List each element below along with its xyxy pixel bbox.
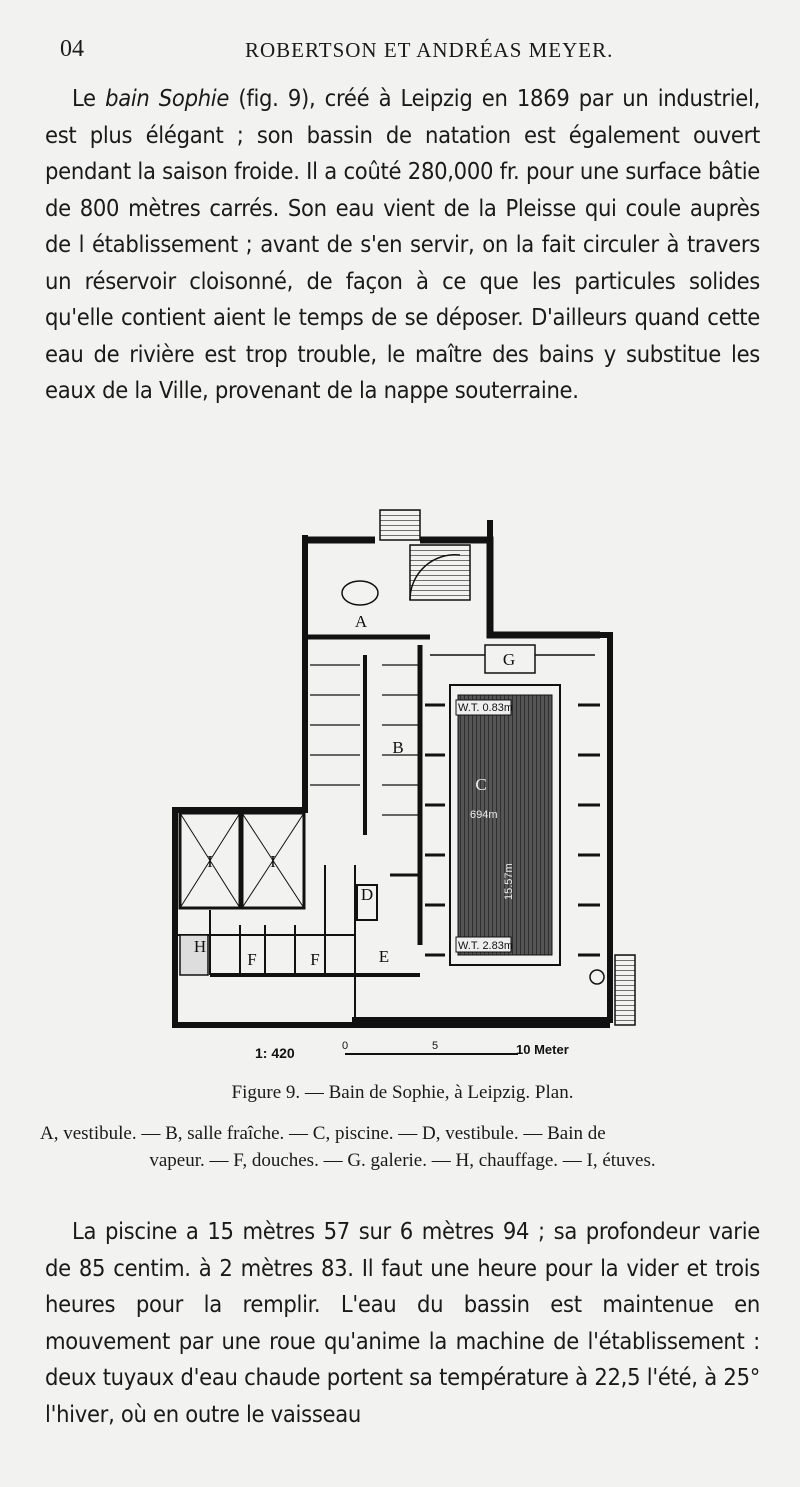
legend-line-1: A, vestibule. — B, salle fraîche. — C, piscine. — D, vestibule. — Bain de: [40, 1123, 606, 1144]
legend-line-2: vapeur. — F, douches. — G. galerie. — H, chauffage. — I, étuves.: [149, 1150, 656, 1171]
scale-ten: 10 Meter: [516, 1042, 569, 1057]
label-g: G: [502, 650, 516, 669]
scale-five: 5: [432, 1040, 439, 1052]
label-f1: F: [247, 950, 257, 969]
floor-plan: [160, 505, 650, 1070]
figure-caption: Figure 9. — Bain de Sophie, à Leipzig. Plan.: [231, 1082, 574, 1103]
depth-bottom: W.T. 2.83m: [458, 940, 514, 952]
label-i1: I: [207, 852, 213, 871]
width-mark: 694m: [470, 809, 498, 821]
paragraph-lead: Le: [72, 84, 106, 112]
bain-sophie-italic: bain Sophie: [105, 84, 230, 112]
page-header: [40, 34, 780, 68]
label-c: C: [475, 775, 487, 794]
scale-ratio: 1: 420: [255, 1045, 295, 1061]
paragraph-bain-sophie: [45, 80, 760, 409]
page-number: 04: [60, 36, 84, 62]
paragraph-piscine: La piscine a 15 mètres 57 sur 6 mètres 94 ; sa profondeur varie de 85 centim. à 2 mètres 83. Il faut une heure pour la vider et trois heures pour la remplir. L'eau du bassin est maintenue en mouvement par une roue qu'anime la machine de l'établissement : deux tuyaux d'eau chaude portent sa température à 22,5 l'été, à 25° l'hiver, où en outre le vaisseau: [45, 1217, 760, 1428]
running-head: ROBERTSON ET ANDRÉAS MEYER.: [245, 38, 614, 62]
paragraph-body: (fig. 9), créé à Leipzig en 1869 par un industriel, est plus élégant ; son bassin de natation est également ouvert pendant la saison froide. Il a coûté 280,000 fr. pour une surface bâtie de 800 mètres carrés. Son eau vient de la Pleisse qui coule auprès de l établissement ; avant de s'en servir, on la fait circuler à travers un réservoir cloisonné, de façon à ce que les particules solides qu'elle contient aient le temps de se déposer. D'ailleurs quand cette eau de rivière est trop trouble, le maître des bains y substitue les eaux de la Ville, provenant de la nappe souterraine.: [45, 84, 760, 404]
label-d: D: [360, 885, 374, 904]
length-mark: 15.57m: [503, 863, 515, 900]
label-i2: I: [270, 852, 276, 871]
label-e: E: [378, 947, 390, 966]
figure-legend: [40, 1120, 765, 1174]
label-a: A: [354, 612, 368, 631]
scale-zero: 0: [342, 1040, 349, 1052]
label-b: B: [392, 738, 404, 757]
label-f2: F: [310, 950, 320, 969]
label-h: H: [193, 937, 207, 956]
depth-top: W.T. 0.83m: [458, 702, 514, 714]
